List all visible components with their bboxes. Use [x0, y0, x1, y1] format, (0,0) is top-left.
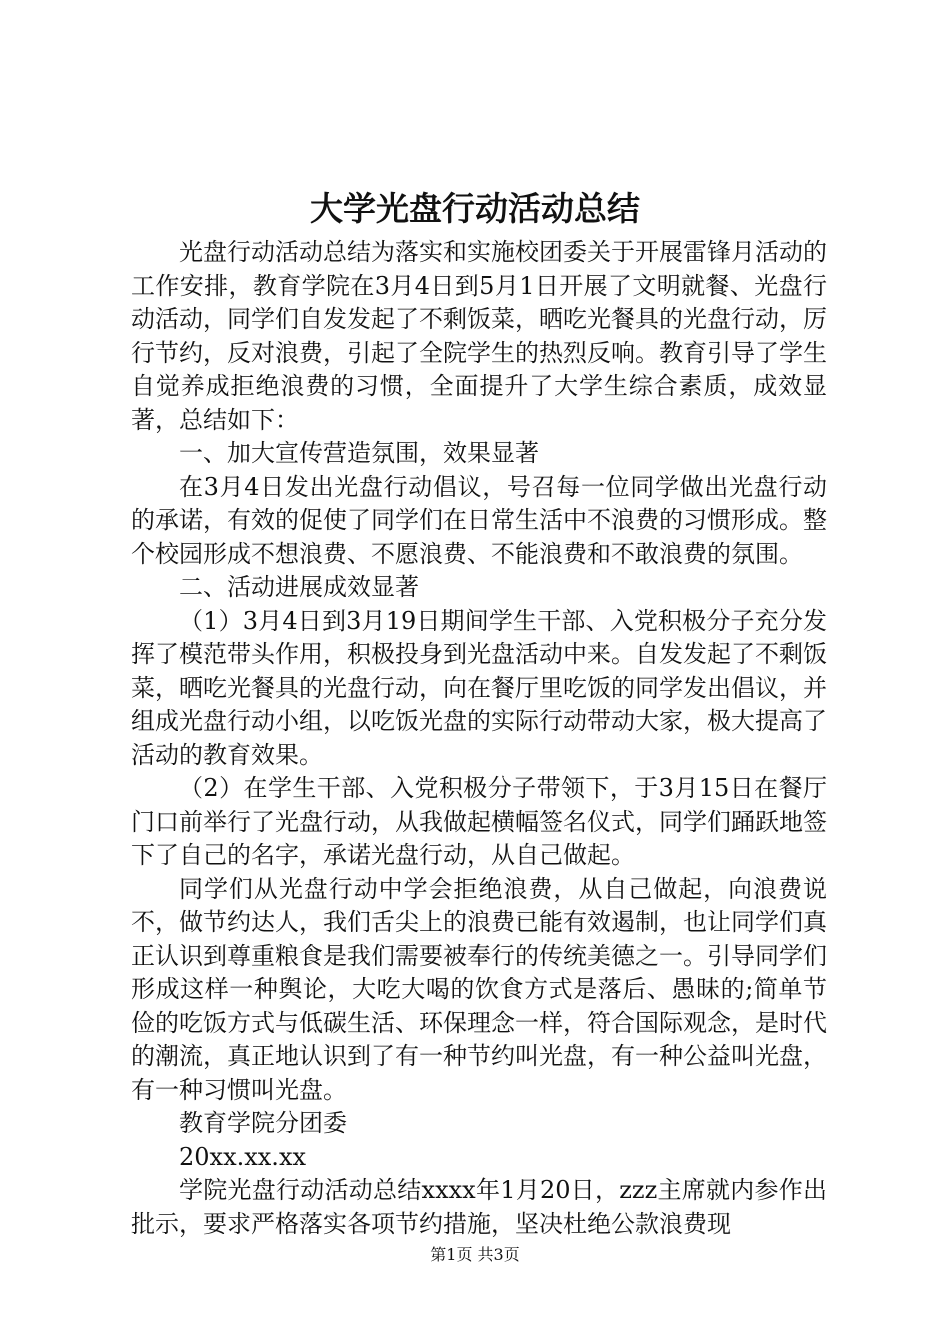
section-1-paragraph: 在3月4日发出光盘行动倡议，号召每一位同学做出光盘行动的承诺，有效的促使了同学们在日常生活中不浪费的习惯形成。整个校园形成不想浪费、不愿浪费、不能浪费和不敢浪费的氛围。 [131, 472, 827, 568]
section-2-item-2: （2）在学生干部、入党积极分子带领下，于3月15日在餐厅门口前举行了光盘行动，从我做起横幅签名仪式，同学们踊跃地签下了自己的名字，承诺光盘行动，从自己做起。 [131, 774, 827, 869]
intro-paragraph: 光盘行动活动总结为落实和实施校团委关于开展雷锋月活动的工作安排，教育学院在3月4日到5月1日开展了文明就餐、光盘行动活动，同学们自发发起了不剩饭菜，晒吃光餐具的光盘行动，厉行节约，反对浪费，引起了全院学生的热烈反响。教育引导了学生自觉养成拒绝浪费的习惯，全面提升了大学生综合素质，成效显著，总结如下： [131, 238, 827, 434]
document-title: 大学光盘行动活动总结 [310, 189, 640, 228]
signature-organization: 教育学院分团委 [179, 1109, 347, 1137]
section-2-item-1: （1）3月4日到3月19日期间学生干部、入党积极分子充分发挥了模范带头作用，积极投身到光盘活动中来。自发发起了不剩饭菜，晒吃光餐具的光盘行动，向在餐厅里吃饭的同学发出倡议，并组成光盘行动小组，以吃饭光盘的实际行动带动大家，极大提高了活动的教育效果。 [131, 606, 827, 769]
second-article-paragraph: 学院光盘行动活动总结xxxx年1月20日，zzz主席就内参作出批示，要求严格落实各项节约措施，坚决杜绝公款浪费现 [131, 1176, 827, 1238]
section-heading-2: 二、活动进展成效显著 [179, 573, 419, 601]
summary-paragraph: 同学们从光盘行动中学会拒绝浪费，从自己做起，向浪费说不，做节约达人，我们舌尖上的浪费已能有效遏制，也让同学们真正认识到尊重粮食是我们需要被奉行的传统美德之一。引导同学们形成这样一种舆论，大吃大喝的饮食方式是落后、愚昧的;简单节俭的吃饭方式与低碳生活、环保理念一样，符合国际观念，是时代的潮流，真正地认识到了有一种节约叫光盘，有一种公益叫光盘，有一种习惯叫光盘。 [131, 874, 827, 1104]
section-heading-1: 一、加大宣传营造氛围，效果显著 [179, 439, 539, 467]
document-body [131, 236, 827, 1241]
signature-date: 20xx.xx.xx [179, 1142, 307, 1171]
page-number-footer: 第1页 共3页 [430, 1245, 520, 1264]
